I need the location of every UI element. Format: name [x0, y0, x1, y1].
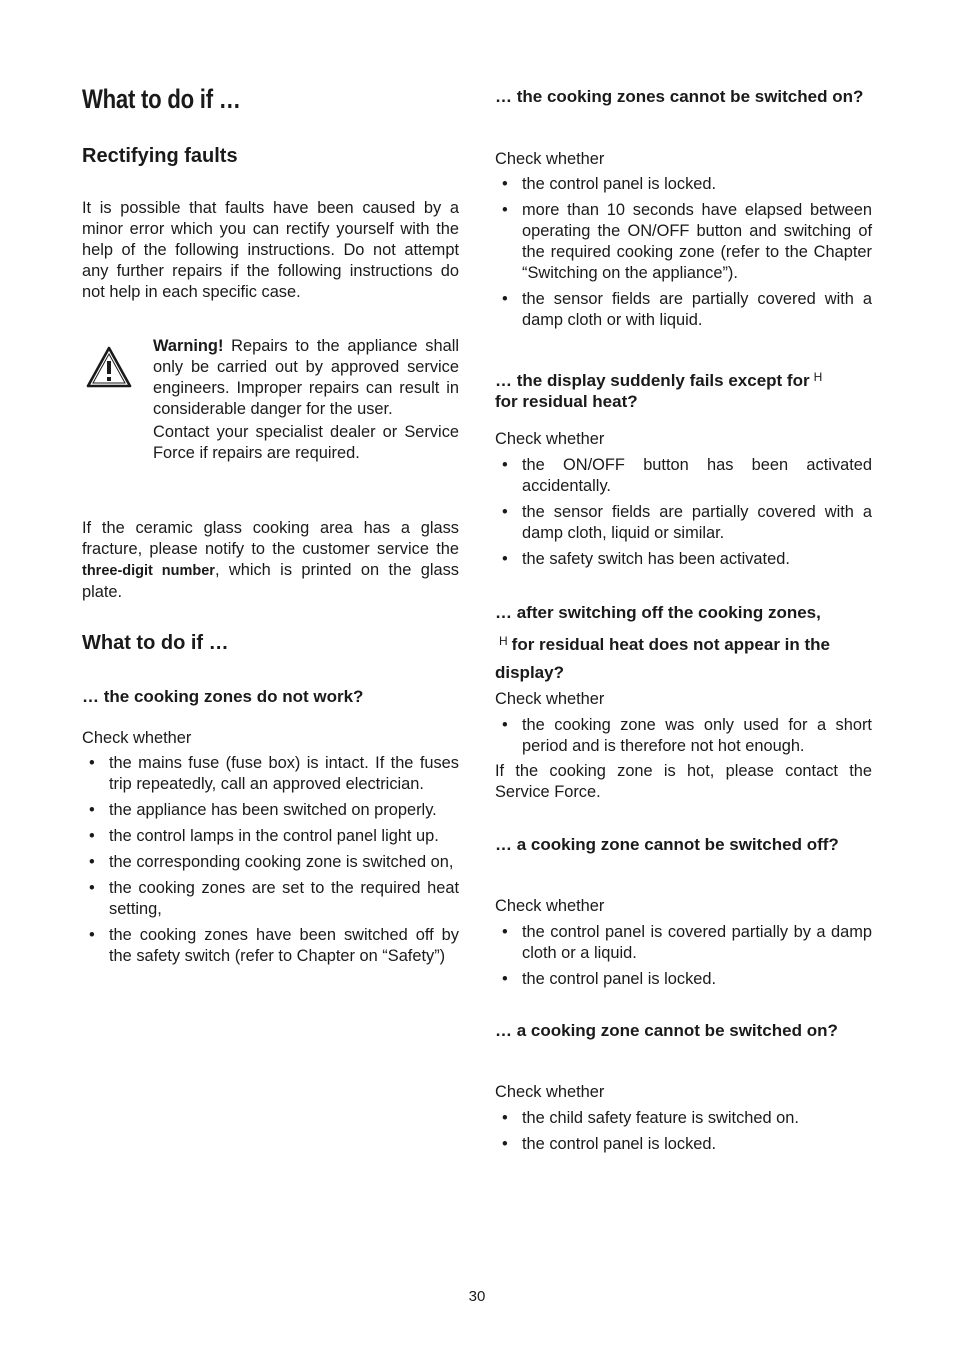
zones-not-work-list: [82, 753, 459, 972]
residual-heat-missing-heading: [495, 599, 872, 687]
list-item: • the cooking zone was only used for a short period and is therefore not hot enough.: [495, 715, 872, 757]
warning-triangle-icon: [86, 346, 132, 388]
glass-text-start: If the ceramic glass cooking area has a glass fracture, please notify to the customer service the: [82, 519, 459, 558]
page-number: 30: [468, 1288, 486, 1305]
zone-cannot-switch-off-list: [495, 922, 872, 995]
list-item: • the safety switch has been activated.: [495, 549, 872, 570]
list-item: • the control panel is locked.: [495, 174, 872, 195]
list-item: • the cooking zones have been switched off by the safety switch (refer to Chapter on “Safety”): [82, 925, 459, 967]
residual-heat-symbol: H: [499, 634, 508, 648]
display-fails-heading-text: … the display suddenly fails except for: [495, 371, 810, 390]
page-title: What to do if …: [82, 84, 241, 114]
zone-cannot-switch-on-list: [495, 1108, 872, 1160]
list-item: • more than 10 seconds have elapsed between operating the ON/OFF button and switching of the required cooking zone (refer to the Chapter “Switching on the appliance”).: [495, 200, 872, 284]
list-item: • the control panel is locked.: [495, 1134, 872, 1155]
display-fails-heading-text-2: for residual heat?: [495, 392, 638, 411]
residual-heat-symbol: H: [813, 370, 823, 384]
zones-cannot-switch-on-list: [495, 174, 872, 336]
warning-body: Repairs to the appliance shall only be carried out by approved service engineers. Improper repairs can result in considerable danger for the user.: [153, 337, 459, 418]
list-item: • the corresponding cooking zone is switched on,: [82, 852, 459, 873]
glass-text-end: , which is printed on the glass plate.: [82, 561, 460, 601]
list-item: • the ON/OFF button has been activated accidentally.: [495, 455, 872, 497]
warning-paragraph: [153, 336, 459, 420]
list-item: • the mains fuse (fuse box) is intact. If the fuses trip repeatedly, call an approved electrician.: [82, 753, 459, 795]
list-item: • the sensor fields are partially covered with a damp cloth, liquid or similar.: [495, 502, 872, 544]
display-fails-heading: [495, 367, 872, 412]
list-item: • the appliance has been switched on properly.: [82, 800, 459, 821]
list-item: • the sensor fields are partially covered with a damp cloth or with liquid.: [495, 289, 872, 331]
list-item: • the control panel is covered partially by a damp cloth or a liquid.: [495, 922, 872, 964]
list-item: • the cooking zones are set to the required heat setting,: [82, 878, 459, 920]
list-item: • the control panel is locked.: [495, 969, 872, 990]
check-whether-label: Check whether: [495, 897, 605, 915]
warning-contact: Contact your specialist dealer or Service Force if repairs are required.: [153, 423, 459, 462]
display-fails-list: [495, 455, 872, 575]
check-whether-label: Check whether: [495, 690, 605, 708]
list-item: • the control lamps in the control panel light up.: [82, 826, 459, 847]
zone-cannot-switch-on-heading: … a cooking zone cannot be switched on?: [495, 1021, 838, 1040]
check-whether-label: Check whether: [495, 1083, 605, 1101]
three-digit-number: three-digit number: [82, 563, 215, 579]
intro-paragraph: It is possible that faults have been caused by a minor error which you can rectify yourself with the help of the following instructions. Do not attempt any further repairs if the following instructions do not help in each specific case.: [82, 199, 459, 301]
zones-cannot-switch-on-heading: … the cooking zones cannot be switched on?: [495, 87, 864, 106]
check-whether-label: Check whether: [82, 729, 192, 747]
glass-fracture-paragraph: [82, 518, 459, 603]
zones-not-work-heading: … the cooking zones do not work?: [82, 687, 364, 706]
residual-heat-heading-text: … after switching off the cooking zones,: [495, 603, 821, 622]
zone-cannot-switch-off-heading: … a cooking zone cannot be switched off?: [495, 835, 839, 854]
warning-label: Warning!: [153, 337, 224, 355]
what-to-do-heading: What to do if …: [82, 632, 229, 654]
warning-text: [153, 336, 459, 464]
residual-heat-note: If the cooking zone is hot, please contact the Service Force.: [495, 762, 872, 801]
check-whether-label: Check whether: [495, 150, 605, 168]
check-whether-label: Check whether: [495, 430, 605, 448]
residual-heat-list: [495, 715, 872, 762]
warning-box: [82, 336, 459, 486]
list-item: • the child safety feature is switched on.: [495, 1108, 872, 1129]
rectifying-faults-heading: Rectifying faults: [82, 145, 238, 167]
residual-heat-heading-text-2: for residual heat does not appear in the display?: [495, 635, 831, 682]
